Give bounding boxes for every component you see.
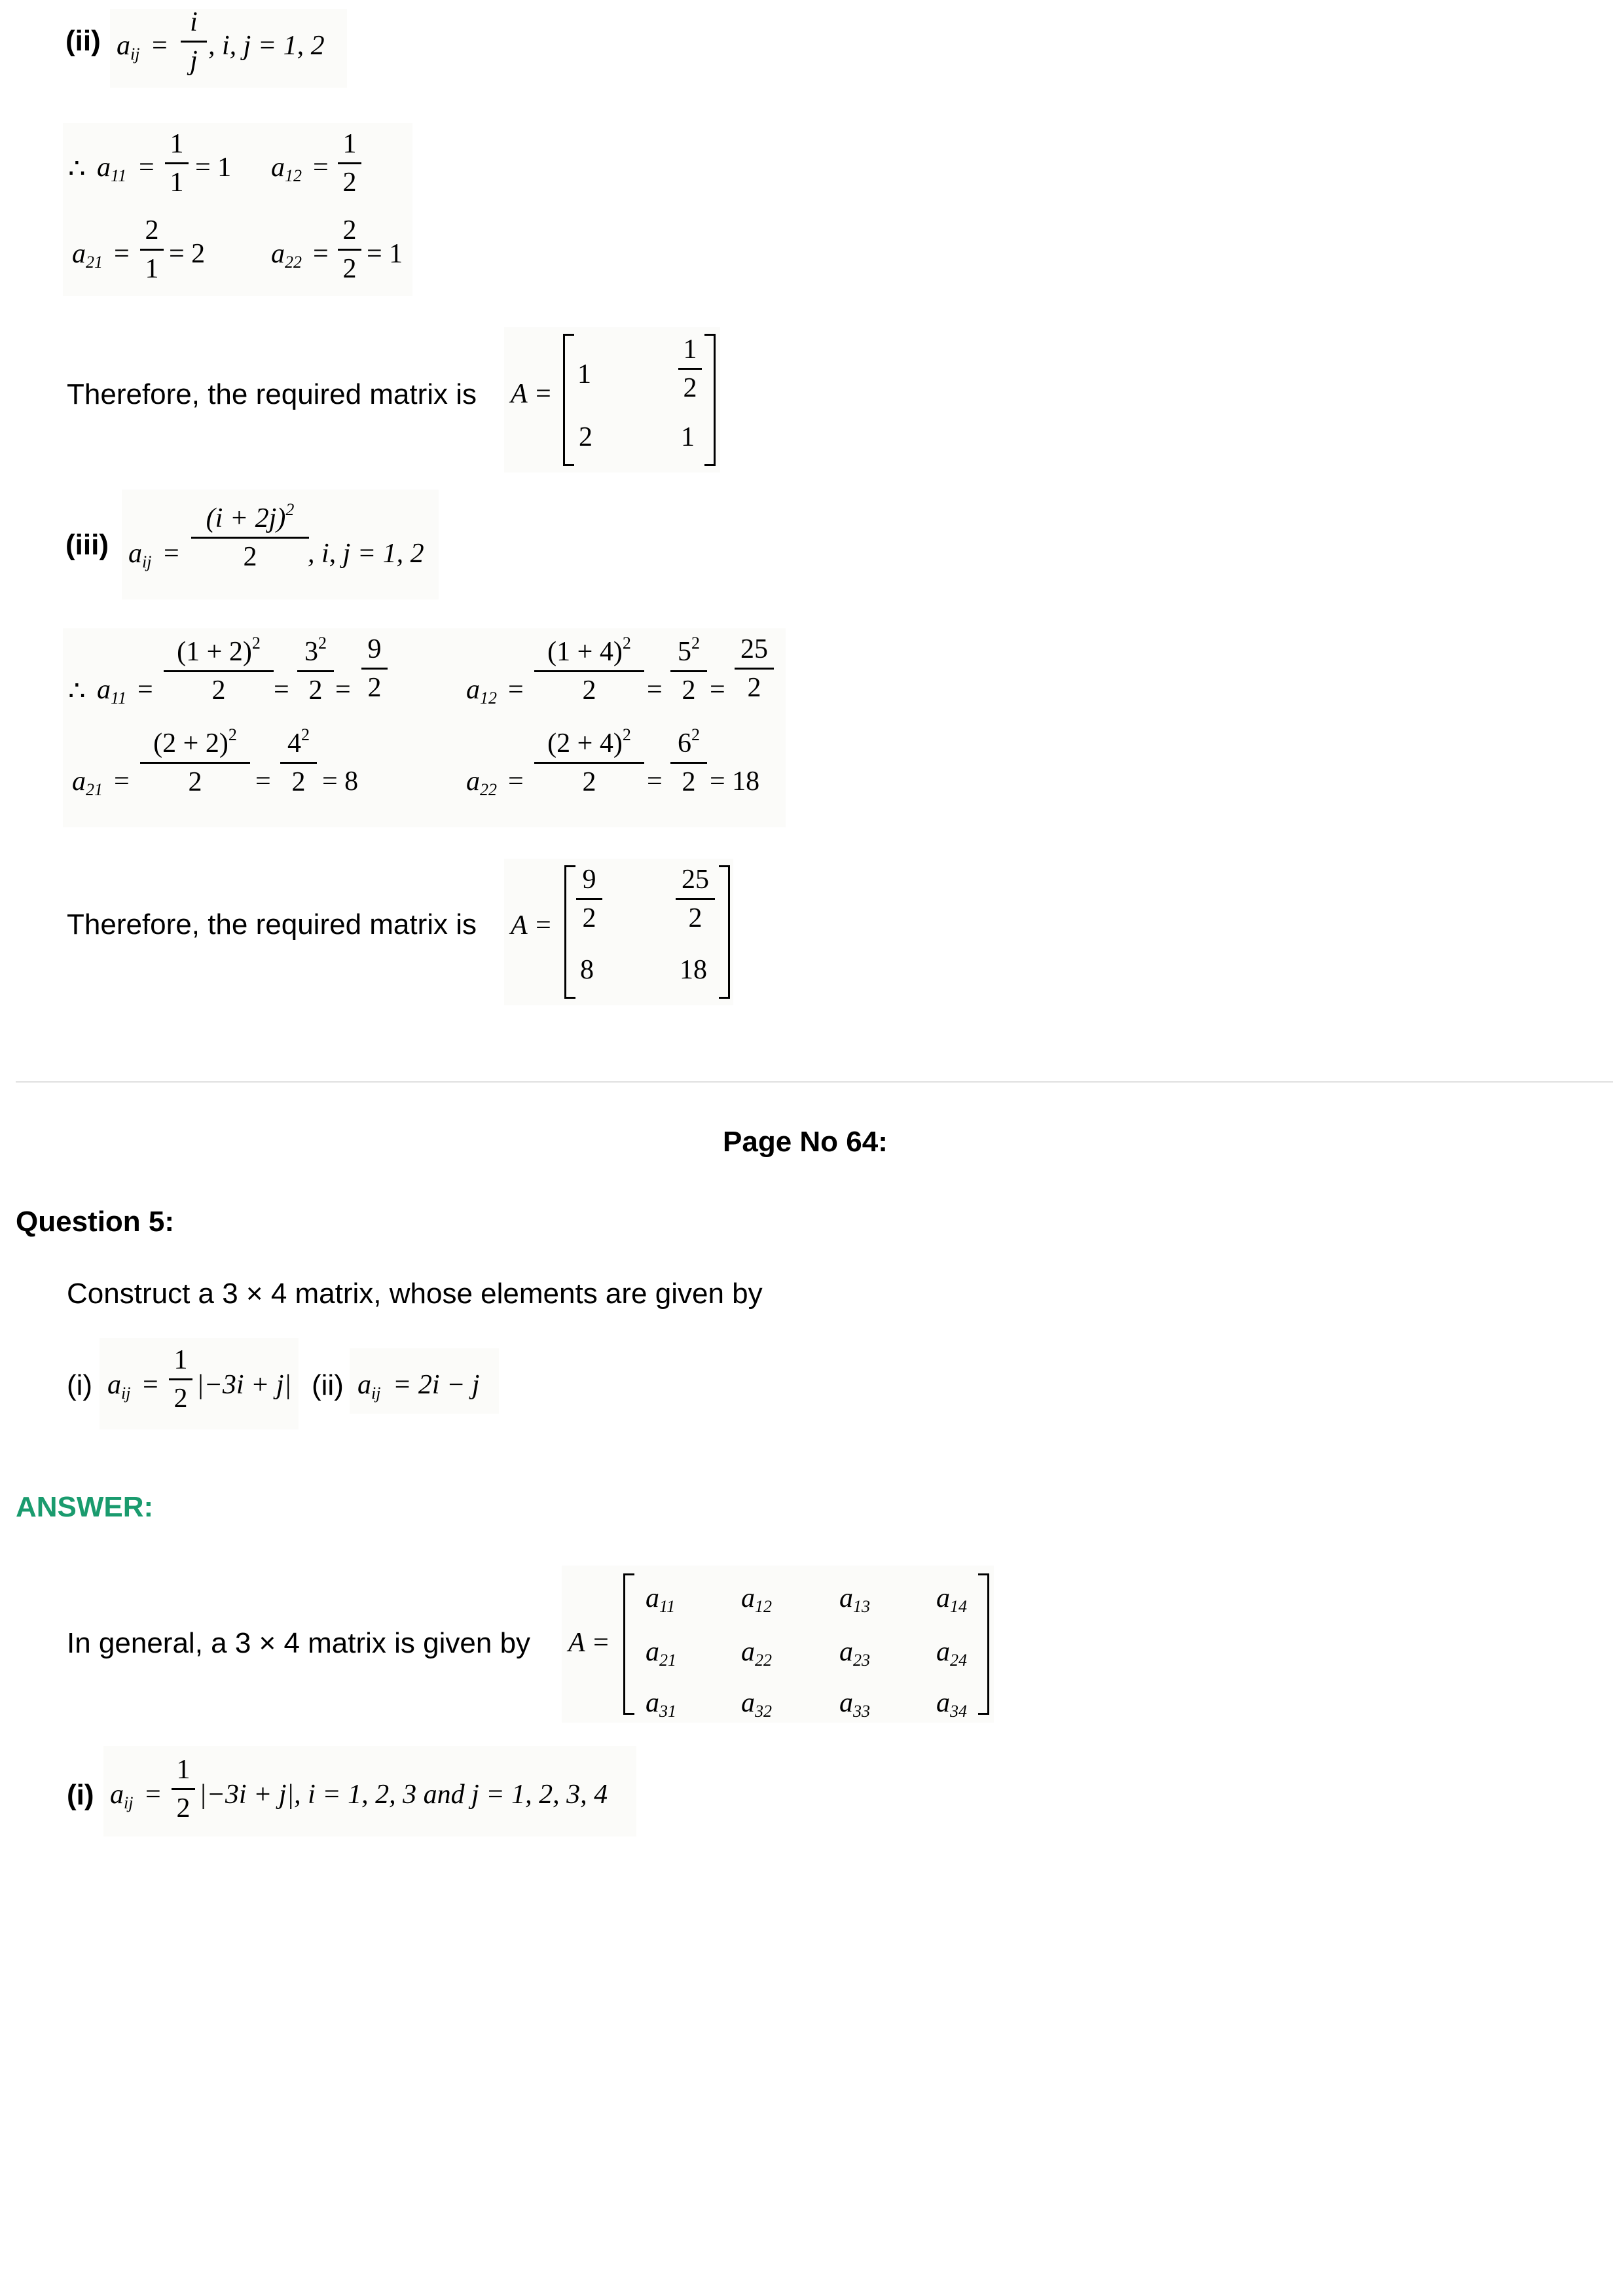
matrix-entry: $a_{21}$ [646,1637,676,1670]
general-matrix-text: In general, a 3 × 4 matrix is given by [67,1627,531,1659]
a-symbol: a [117,31,130,61]
matrix-entry: $a_{33}$ [839,1688,870,1721]
matrix-entry: $a_{12}$ [741,1583,772,1616]
matrix-entry: $a_{14}$ [936,1583,967,1616]
option-ii-label: (ii) [312,1369,344,1401]
question-title: Question 5: [16,1206,175,1238]
matrix-entry: $a_{13}$ [839,1583,870,1616]
matrix-entry: $a_{23}$ [839,1637,870,1670]
matrix-entry: $a_{11}$ [646,1583,676,1616]
answer-part-i-label: (i) [67,1779,94,1811]
question-text: Construct a 3 × 4 matrix, whose elements are given by [67,1278,763,1310]
part-iii-result-text: Therefore, the required matrix is [67,908,477,941]
section-divider [16,1081,1613,1083]
matrix-entry: $a_{31}$ [646,1688,676,1721]
part-iii-label: (iii) [65,529,109,561]
answer-title: ANSWER: [16,1491,154,1523]
matrix-entry: $a_{24}$ [936,1637,967,1670]
page-number: Page No 64: [723,1126,888,1158]
matrix-entry: $a_{22}$ [741,1637,772,1670]
part-ii-label: (ii) [65,25,101,57]
matrix-entry: $a_{34}$ [936,1688,967,1721]
part-ii-result-text: Therefore, the required matrix is [67,378,477,410]
matrix-entry: $a_{32}$ [741,1688,772,1721]
option-i-label: (i) [67,1369,93,1401]
